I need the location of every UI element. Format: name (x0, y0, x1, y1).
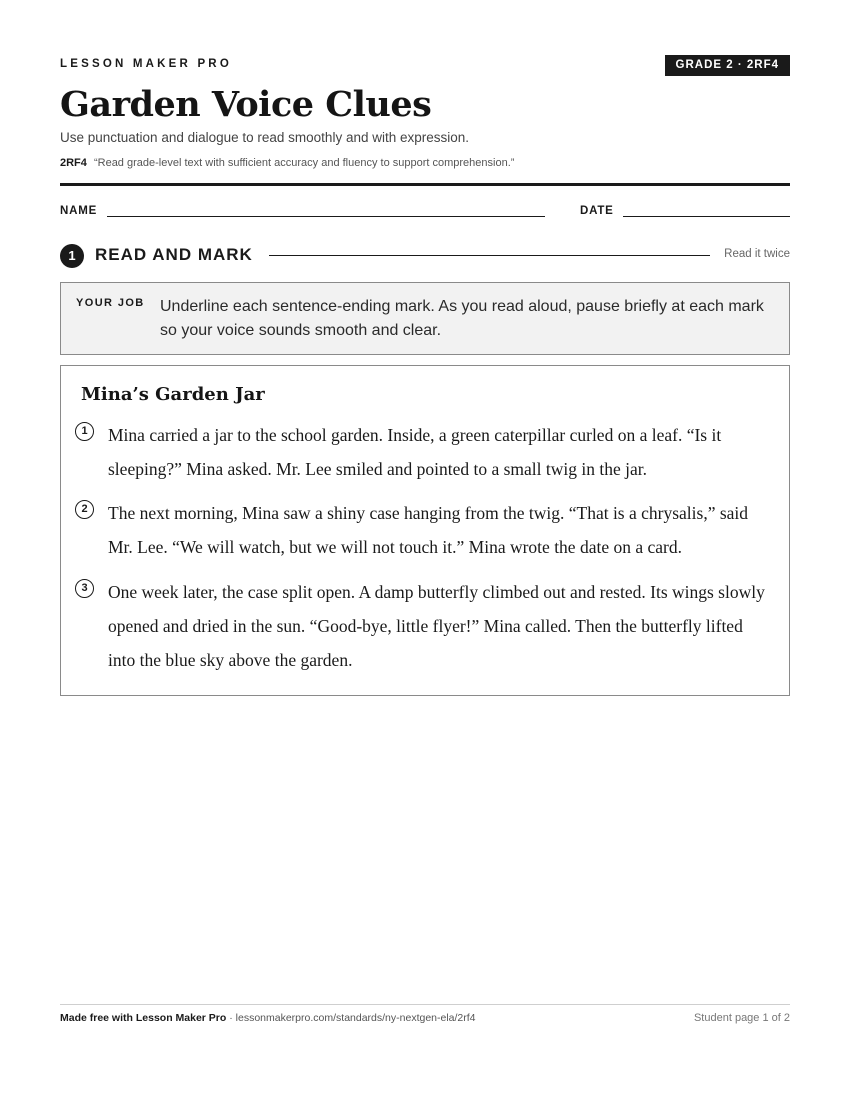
name-field[interactable] (107, 216, 545, 217)
page-subtitle: Use punctuation and dialogue to read smoothly and with expression. (60, 130, 470, 145)
grade-badge: GRADE 2 · 2RF4 (665, 55, 790, 76)
worksheet-page (60, 0, 790, 1100)
paragraph-number: 1 (75, 422, 94, 441)
standard-line (60, 157, 514, 169)
instructions-text: Underline each sentence-ending mark. As you read aloud, pause briefly at each mark so your voice sounds smooth and clear. (160, 298, 764, 339)
instructions-label: YOUR JOB (76, 297, 145, 309)
paragraph-number: 2 (75, 500, 94, 519)
footer-divider (60, 1004, 790, 1005)
name-label: NAME (60, 205, 98, 217)
story-passage (60, 365, 790, 696)
brand-name: LESSON MAKER PRO (60, 58, 232, 70)
footer-separator: · (226, 1012, 236, 1024)
section-number-badge: 1 (60, 244, 84, 268)
section-note: Read it twice (724, 248, 790, 260)
story-paragraph: The next morning, Mina saw a shiny case hanging from the twig. “That is a chrysalis,” said Mr. Lee. “We will watch, but we will not touch it.” Mina wrote the date on a card. (108, 503, 749, 557)
paragraph-number: 3 (75, 579, 94, 598)
story-paragraph: Mina carried a jar to the school garden. Inside, a green caterpillar curled on a leaf. “Is it sleeping?” Mina asked. Mr. Lee smiled and pointed to a small twig in the jar. (108, 425, 722, 479)
story-paragraph: One week later, the case split open. A damp butterfly climbed out and rested. Its wings slowly opened and dried in the sun. “Good-bye, little flyer!” Mina called. Then the butterfly lifted into the blue sky above the garden. (108, 582, 765, 670)
page-title: Garden Voice Clues (60, 84, 432, 125)
page-indicator: Student page 1 of 2 (693, 1012, 790, 1024)
story-title: Mina’s Garden Jar (81, 384, 265, 405)
footer-credit (60, 1012, 476, 1024)
section-title: READ AND MARK (95, 245, 253, 264)
footer-made-with: Made free with Lesson Maker Pro (60, 1012, 227, 1024)
section-divider (269, 255, 710, 256)
header-divider (60, 183, 790, 186)
date-field[interactable] (623, 216, 790, 217)
standard-text: “Read grade-level text with sufficient accuracy and fluency to support comprehension.” (93, 157, 515, 169)
standard-code: 2RF4 (60, 157, 87, 169)
footer-url[interactable]: lessonmakerpro.com/standards/ny-nextgen-ela/2rf4 (235, 1012, 476, 1024)
instructions-box (60, 282, 790, 355)
date-label: DATE (580, 205, 614, 217)
